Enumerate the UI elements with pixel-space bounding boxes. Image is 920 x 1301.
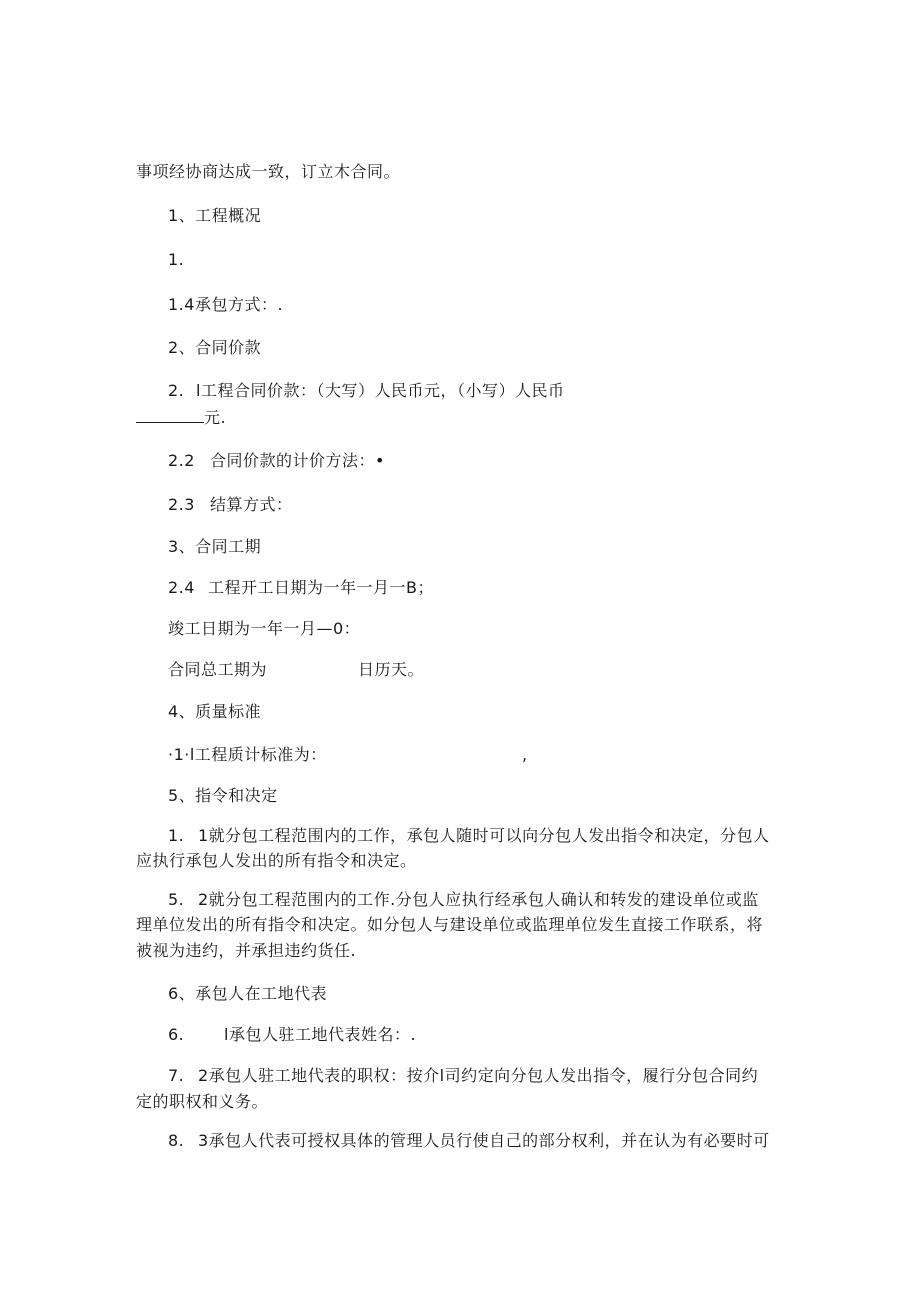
item-text: 2承包人驻工地代表的职权：按介l司约定向分包人发出指令，履行分包合同约 (198, 1066, 759, 1085)
item-number: 8. (168, 1131, 185, 1150)
section-3-item-4 (168, 578, 488, 598)
item-text: 1就分包工程范围内的工作，承包人随时可以向分包人发出指令和决定，分包人 (198, 826, 770, 845)
section-2-item-1-continuation (136, 408, 226, 428)
item-text: 工程开工日期为一年一月一B； (208, 578, 434, 597)
item-number: 2. (168, 381, 185, 400)
section-1-item-1: 1. (168, 250, 185, 269)
item-number: 6. (168, 1025, 185, 1044)
section-6-heading: 6、承包人在工地代表 (168, 984, 328, 1003)
section-1-heading: 1、工程概况 (168, 206, 262, 225)
section-2-item-2 (168, 451, 468, 471)
item-tail: 元. (204, 408, 227, 427)
section-6-para-3-line-1 (168, 1131, 788, 1151)
section-2-item-1 (168, 381, 728, 401)
section-3-completion-date: 竣工日期为一年一月—0： (168, 619, 361, 638)
item-number: 1. (168, 826, 185, 845)
section-4-heading: 4、质量标准 (168, 702, 262, 721)
section-1-item-4: 1.4承包方式：. (168, 295, 284, 314)
item-text: l工程合同价款：（大写）人民币元，（小写）人民币 (196, 381, 565, 400)
item-number: 2.4 (168, 578, 195, 597)
section-5-para-1-line-1 (168, 826, 788, 846)
item-text: 结算方式： (210, 495, 293, 514)
section-6-para-2-line-1 (168, 1066, 788, 1086)
section-6-para-2-line-2: 定的职权和义务。 (136, 1092, 269, 1111)
section-3-duration (168, 660, 448, 680)
item-text: 2就分包工程范围内的工作.分包人应执行经承包人确认和转发的建设单位或监 (198, 890, 759, 909)
section-5-para-2-line-1 (168, 890, 788, 910)
item-number: 2.3 (168, 495, 195, 514)
section-5-para-2-line-3: 被视为违约，并承担违约货任. (136, 941, 357, 960)
duration-label: 合同总工期为 (168, 660, 268, 679)
amount-blank (136, 408, 204, 423)
item-text: ·1·l工程质计标准为： (168, 745, 327, 764)
section-5-para-1-line-2: 应执行承包人发出的所有指令和决定。 (136, 851, 417, 870)
section-2-heading: 2、合同价款 (168, 338, 262, 357)
item-number: 5. (168, 890, 185, 909)
item-text: 合同价款的计价方法：• (210, 451, 385, 470)
item-tail: , (522, 745, 528, 764)
item-number: 7. (168, 1066, 185, 1085)
section-3-heading: 3、合同工期 (168, 537, 262, 556)
section-6-para-1 (168, 1025, 468, 1045)
duration-unit: 日历天。 (358, 660, 425, 679)
intro-tail-text: 事项经协商达成一致，订立木合同。 (136, 162, 401, 181)
item-text: l承包人驻工地代表姓名：. (224, 1025, 417, 1044)
section-5-para-2-line-2: 理单位发出的所有指令和决定。如分包人与建设单位或监理单位发生直接工作联系，将 (136, 915, 764, 934)
item-text: 3承包人代表可授权具体的管理人员行使自己的部分权利，并在认为有必要时可 (198, 1131, 770, 1150)
section-5-heading: 5、指令和决定 (168, 786, 278, 805)
section-4-item-1 (168, 745, 548, 765)
item-number: 2.2 (168, 451, 195, 470)
section-2-item-3 (168, 495, 468, 515)
